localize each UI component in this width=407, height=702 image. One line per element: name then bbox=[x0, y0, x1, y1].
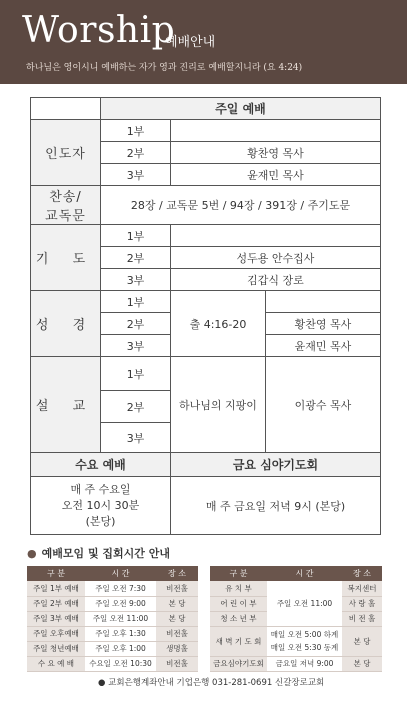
prayer-part-1: 1부 bbox=[101, 225, 171, 247]
scripture-part-2: 2부 bbox=[101, 313, 171, 335]
leader-name-3: 윤재민 목사 bbox=[171, 164, 381, 186]
bible-verse: 하나님은 영이시니 예배하는 자가 영과 진리로 예배할지니라 (요 4:24) bbox=[26, 63, 303, 73]
table-row: 주일 2부 예배 주일 오전 9:00 본 당 bbox=[27, 596, 198, 611]
col-header-category: 구 분 bbox=[27, 566, 85, 581]
sermon-part-3: 3부 bbox=[101, 423, 171, 453]
header-banner bbox=[0, 0, 407, 84]
schedule-table-left bbox=[27, 566, 198, 672]
scripture-name-2: 황찬영 목사 bbox=[266, 313, 381, 335]
wednesday-info: 매 주 수요일 오전 10시 30분 (본당) bbox=[31, 477, 171, 535]
leader-part-1: 1부 bbox=[101, 120, 171, 142]
leader-part-2: 2부 bbox=[101, 142, 171, 164]
bullet-icon: ● bbox=[27, 547, 37, 560]
scripture-part-3: 3부 bbox=[101, 335, 171, 357]
page-subtitle: 예배안내 bbox=[165, 35, 216, 50]
bank-account-info: ● 교회은행계좌안내 기업은행 031-281-0691 신갈장로교회 bbox=[98, 678, 325, 688]
dawn-time-cell: 매일 오전 5:00 하계 매일 오전 5:30 동계 bbox=[267, 626, 342, 656]
col-header-place: 장 소 bbox=[156, 566, 198, 581]
table-row: 주일 3부 예배 주일 오전 11:00 본 당 bbox=[27, 611, 198, 626]
leader-name-2: 황찬영 목사 bbox=[171, 142, 381, 164]
hymn-text: 28장 / 교독문 5번 / 94장 / 391장 / 주기도문 bbox=[101, 186, 381, 225]
table-row: 수 요 예 배 수요일 오전 10:30 비전홀 bbox=[27, 656, 198, 671]
prayer-part-3: 3부 bbox=[101, 269, 171, 291]
friday-heading: 금요 심야기도회 bbox=[171, 453, 381, 477]
leader-label: 인도자 bbox=[31, 120, 101, 186]
scripture-text: 출 4:16-20 bbox=[171, 291, 266, 357]
table-row: 금요심야기도회 금요일 저녁 9:00 본 당 bbox=[210, 656, 382, 671]
prayer-part-2: 2부 bbox=[101, 247, 171, 269]
sunday-worship-heading: 주일 예배 bbox=[101, 98, 381, 120]
scripture-part-1: 1부 bbox=[101, 291, 171, 313]
leader-part-3: 3부 bbox=[101, 164, 171, 186]
schedule-table-right bbox=[210, 566, 382, 672]
prayer-label: 기 도 bbox=[31, 225, 101, 291]
sermon-part-1: 1부 bbox=[101, 357, 171, 391]
col-header-time: 시 간 bbox=[85, 566, 156, 581]
sunday-worship-table bbox=[30, 97, 381, 535]
col-header-place: 장 소 bbox=[342, 566, 382, 581]
sermon-title: 하나님의 지팡이 bbox=[171, 357, 266, 453]
table-row: 청 소 년 부 비 전 홀 bbox=[210, 611, 382, 626]
table-row: 유 치 부 주일 오전 11:00 복지센터 bbox=[210, 581, 382, 596]
table-row: 어 린 이 부 사 랑 홀 bbox=[210, 596, 382, 611]
table-row: 주일 오후예배 주일 오후 1:30 비전홀 bbox=[27, 626, 198, 641]
page-title: Worship bbox=[22, 10, 176, 51]
sermon-part-2: 2부 bbox=[101, 391, 171, 423]
friday-info: 매 주 금요일 저녁 9시 (본당) bbox=[171, 477, 381, 535]
schedule-title: ● 예배모임 및 집회시간 안내 bbox=[27, 547, 170, 560]
scripture-label: 성 경 bbox=[31, 291, 101, 357]
wednesday-heading: 수요 예배 bbox=[31, 453, 171, 477]
sermon-preacher: 이광수 목사 bbox=[266, 357, 381, 453]
hymn-label: 찬송/ 교독문 bbox=[31, 186, 101, 225]
prayer-name-2: 성두용 안수집사 bbox=[171, 247, 381, 269]
col-header-time: 시 간 bbox=[267, 566, 342, 581]
table-row: 주일 1부 예배 주일 오전 7:30 비전홀 bbox=[27, 581, 198, 596]
sermon-label: 설 교 bbox=[31, 357, 101, 453]
table-row: 주일 청년예배 주일 오후 1:00 생명홀 bbox=[27, 641, 198, 656]
table-row: 새 벽 기 도 회 매일 오전 5:00 하계 매일 오전 5:30 동계 본 당 bbox=[210, 626, 382, 656]
prayer-name-3: 김갑식 장로 bbox=[171, 269, 381, 291]
col-header-category: 구 분 bbox=[210, 566, 267, 581]
scripture-name-3: 윤재민 목사 bbox=[266, 335, 381, 357]
shared-time-cell: 주일 오전 11:00 bbox=[267, 581, 342, 626]
